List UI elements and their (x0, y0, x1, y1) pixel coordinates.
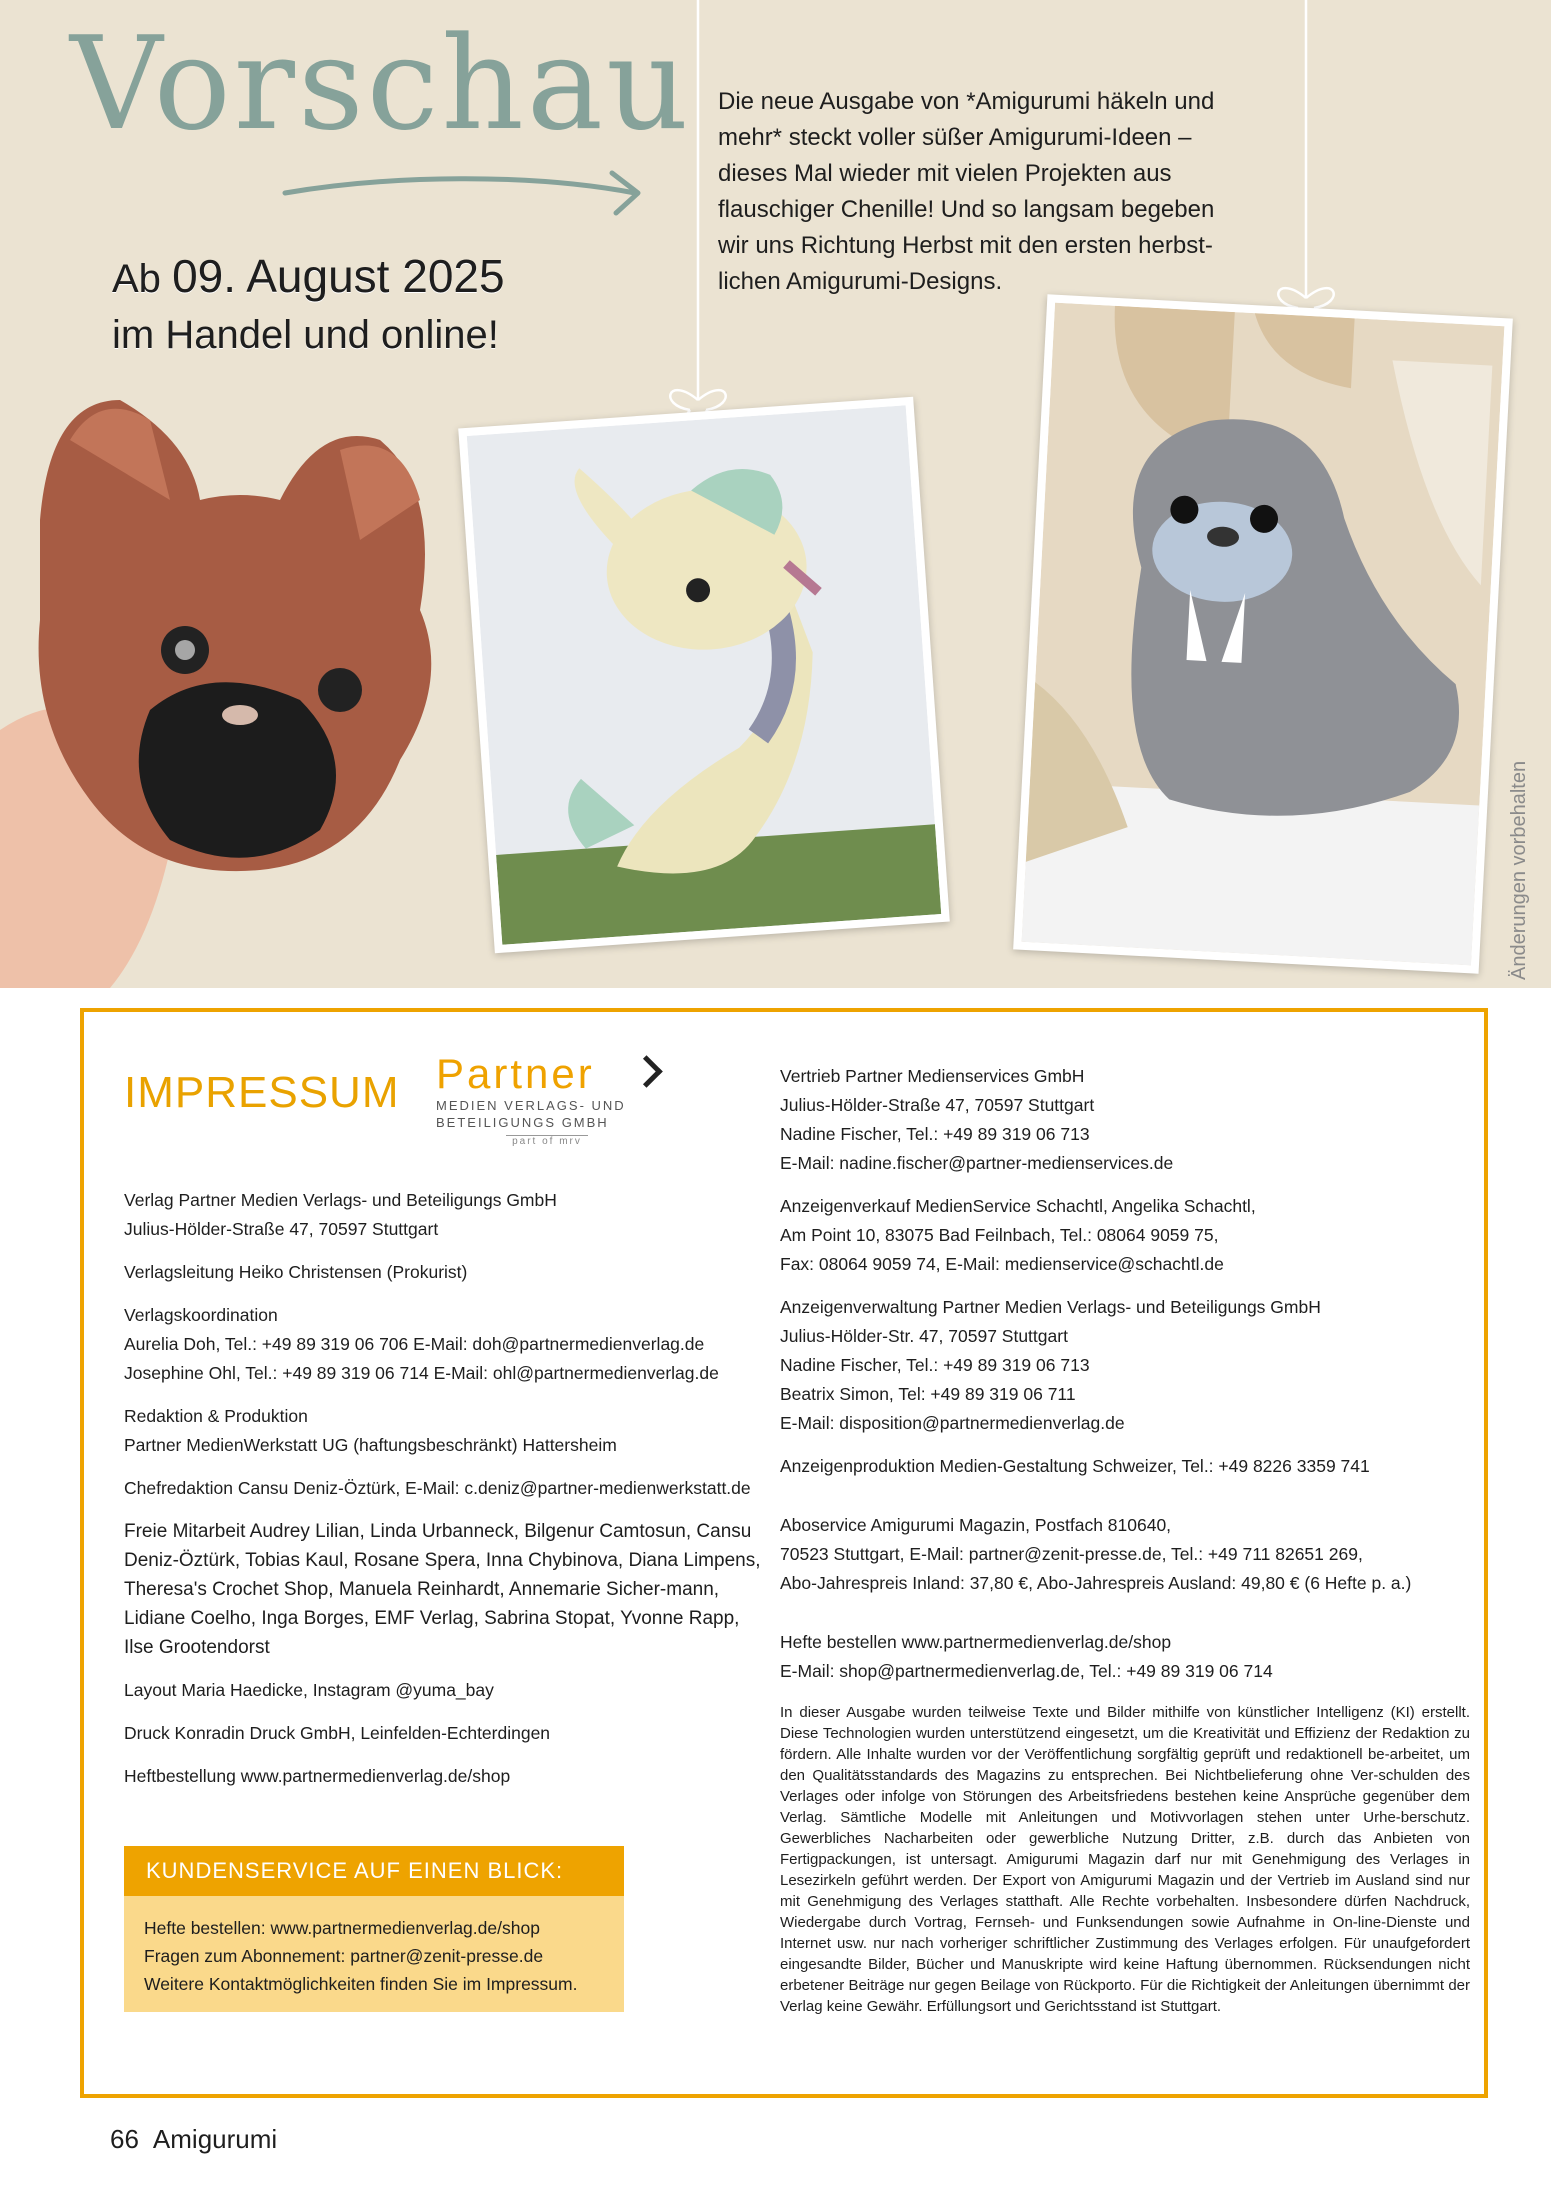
subscription-block (780, 1511, 1470, 1598)
date-prefix: Ab (112, 257, 161, 301)
subscription-name: Aboservice Amigurumi Magazin, Postfach 810640, (780, 1515, 1172, 1535)
publisher-name: Verlag Partner Medien Verlags- und Beteiligungs GmbH (124, 1190, 557, 1210)
magazine-name: Amigurumi (152, 2124, 278, 2154)
coordination-contact-2: Josephine Ohl, Tel.: +49 89 319 06 714 E-Mail: ohl@partnermedienverlag.de (124, 1363, 719, 1383)
impressum-right-column (780, 1062, 1470, 2017)
legal-disclaimer: In dieser Ausgabe wurden teilweise Texte und Bilder mithilfe von künstlicher Intelligenz (KI) erstellt. Diese Technologien wurden unterstützend eingesetzt, um die Kreativität und Effizienz der Redaktion zu fördern. Alle Inhalte wurden vor der Veröffentlichung sorgfältig geprüft und redaktionell be-arbeitet, um den Qualitätsstandards des Magazins zu entsprechen. Bei Nichtbelieferung ohne Ver-schulden des Verlages oder infolge von Störungen des Arbeitsfriedens bestehen keine Ansprüche gegenüber dem Verlag. Sämtliche Modelle mit Anleitungen und Motivvorlagen stehen unter Urhe-berschutz. Gewerbliches Nacharbeiten oder gewerbliche Nutzung Dritter, z.B. durch das Anbieten von Fertigpackungen, ist untersagt. Amigurumi Magazin darf nur mit Genehmigung des Verlages in Lesezirkeln geführt werden. Der Export von Amigurumi Magazin und der Vertrieb im Ausland sind nur mit Genehmigung des Verlages statthaft. Alle Rechte vorbehalten. Insbesondere dürfen Nachdruck, Wiedergabe durch Vortrag, Fernseh- und Funksendungen sowie Aufnahme in On-line-Dienste und Internet usw. nur nach vorheriger schriftlicher Zustimmung des Verlages erfolgen. Für unaufgefordert eingesandte Bilder, Bücher und Manuskripte wird keine Haftung übernommen. Rücksendungen nicht erbetener Beiträge nur gegen Beilage von Rückporto. Für die Richtigkeit der Anleitungen übernimmt der Verlag keine Gewähr. Erfüllungsort und Gerichtsstand ist Stuttgart. (780, 1704, 1470, 2015)
preview-section (0, 0, 1551, 988)
order-url: Hefte bestellen www.partnermedienverlag.de/shop (780, 1632, 1172, 1652)
ad-admin-address: Julius-Hölder-Str. 47, 70597 Stuttgart (780, 1326, 1068, 1346)
logo-wordmark: Partner (436, 1050, 595, 1097)
publisher-address: Julius-Hölder-Straße 47, 70597 Stuttgart (124, 1219, 439, 1239)
page-title: Vorschau (70, 10, 692, 159)
ad-admin-email: E-Mail: disposition@partnermedienverlag.de (780, 1413, 1125, 1433)
availability-text: im Handel und online! (112, 313, 499, 357)
impressum-title: IMPRESSUM (124, 1068, 400, 1117)
logo-subtitle-1: MEDIEN VERLAGS- UND (436, 1098, 626, 1113)
chief-editor-block (124, 1474, 774, 1503)
layout-credit: Layout Maria Haedicke, Instagram @yuma_bay (124, 1680, 494, 1700)
ad-admin-phone-1: Nadine Fischer, Tel.: +49 89 319 06 713 (780, 1355, 1090, 1375)
coordination-block (124, 1301, 774, 1388)
distribution-phone: Nadine Fischer, Tel.: +49 89 319 06 713 (780, 1124, 1090, 1144)
ad-admin-block (780, 1293, 1470, 1438)
management-text: Verlagsleitung Heiko Christensen (Prokurist) (124, 1262, 468, 1282)
partner-logo (436, 1052, 658, 1152)
distribution-address: Julius-Hölder-Straße 47, 70597 Stuttgart (780, 1095, 1095, 1115)
ad-admin-name: Anzeigenverwaltung Partner Medien Verlags- und Beteiligungs GmbH (780, 1297, 1321, 1317)
chief-editor-text: Chefredaktion Cansu Deniz-Öztürk, E-Mail: c.deniz@partner-medienwerkstatt.de (124, 1478, 751, 1498)
management-block (124, 1258, 774, 1287)
customer-service-body (124, 1896, 624, 2012)
ad-sales-block (780, 1192, 1470, 1279)
publisher-block (124, 1186, 774, 1244)
coordination-heading: Verlagskoordination (124, 1305, 278, 1325)
release-date: 09. August 2025 (172, 250, 505, 302)
distribution-block (780, 1062, 1470, 1178)
editorial-company: Partner MedienWerkstatt UG (haftungsbeschränkt) Hattersheim (124, 1435, 617, 1455)
editorial-block (124, 1402, 774, 1460)
editorial-heading: Redaktion & Produktion (124, 1406, 308, 1426)
order-credit: Heftbestellung www.partnermedienverlag.de/shop (124, 1766, 511, 1786)
customer-service-line-1: Hefte bestellen: www.partnermedienverlag.de/shop (144, 1918, 540, 1938)
ad-sales-name: Anzeigenverkauf MedienService Schachtl, Angelika Schachtl, (780, 1196, 1256, 1216)
distribution-email: E-Mail: nadine.fischer@partner-medienservices.de (780, 1153, 1174, 1173)
ad-production-block (780, 1452, 1470, 1481)
photo-dog (0, 380, 460, 988)
customer-service-box (124, 1846, 624, 2012)
order-block (780, 1628, 1470, 1686)
customer-service-title: KUNDENSERVICE AUF EINEN BLICK: (124, 1846, 624, 1896)
subscription-prices: Abo-Jahrespreis Inland: 37,80 €, Abo-Jahrespreis Ausland: 49,80 € (6 Hefte p. a.) (780, 1573, 1412, 1593)
subscription-contact: 70523 Stuttgart, E-Mail: partner@zenit-presse.de, Tel.: +49 711 82651 269, (780, 1544, 1363, 1564)
coordination-contact-1: Aurelia Doh, Tel.: +49 89 319 06 706 E-Mail: doh@partnermedienverlag.de (124, 1334, 705, 1354)
changes-reserved-note: Änderungen vorbehalten (1508, 760, 1530, 980)
logo-tag: part of mrv (506, 1135, 588, 1147)
print-credit: Druck Konradin Druck GmbH, Leinfelden-Echterdingen (124, 1723, 551, 1743)
order-contact: E-Mail: shop@partnermedienverlag.de, Tel.: +49 89 319 06 714 (780, 1661, 1273, 1681)
impressum-left-column (124, 1186, 774, 1805)
ad-sales-fax: Fax: 08064 9059 74, E-Mail: medienservice@schachtl.de (780, 1254, 1224, 1274)
distribution-name: Vertrieb Partner Medienservices GmbH (780, 1066, 1085, 1086)
customer-service-line-3: Weitere Kontaktmöglichkeiten finden Sie im Impressum. (144, 1974, 578, 1994)
ad-production-text: Anzeigenproduktion Medien-Gestaltung Schweizer, Tel.: +49 8226 3359 741 (780, 1456, 1370, 1476)
photo-dragon (458, 397, 950, 954)
ad-sales-address: Am Point 10, 83075 Bad Feilnbach, Tel.: 08064 9059 75, (780, 1225, 1219, 1245)
intro-text: Die neue Ausgabe von *Amigurumi häkeln und mehr* steckt voller süßer Amigurumi-Ideen – dieses Mal wieder mit vielen Projekten aus flauschiger Chenille! Und so langsam begeben wir uns Richtung Herbst mit den ersten herbst-lichen Amigurumi-Designs. (718, 88, 1215, 295)
customer-service-line-2: Fragen zum Abonnement: partner@zenit-presse.de (144, 1946, 544, 1966)
ad-admin-phone-2: Beatrix Simon, Tel: +49 89 319 06 711 (780, 1384, 1076, 1404)
freelancers-text: Freie Mitarbeit Audrey Lilian, Linda Urbanneck, Bilgenur Camtosun, Cansu Deniz-Öztürk, Tobias Kaul, Rosane Spera, Inna Chybinova, Diana Limpens, Theresa's Crochet Shop, Manuela Reinhardt, Annemarie Sicher-mann, Lidiane Coelho, Inga Borges, EMF Verlag, Sabrina Stopat, Yvonne Rapp, Ilse Grootendorst (124, 1521, 761, 1658)
logo-subtitle-2: BETEILIGUNGS GMBH (436, 1115, 609, 1130)
photo-walrus (1013, 294, 1513, 973)
page-footer (110, 2124, 277, 2155)
page-number: 66 (110, 2124, 139, 2154)
